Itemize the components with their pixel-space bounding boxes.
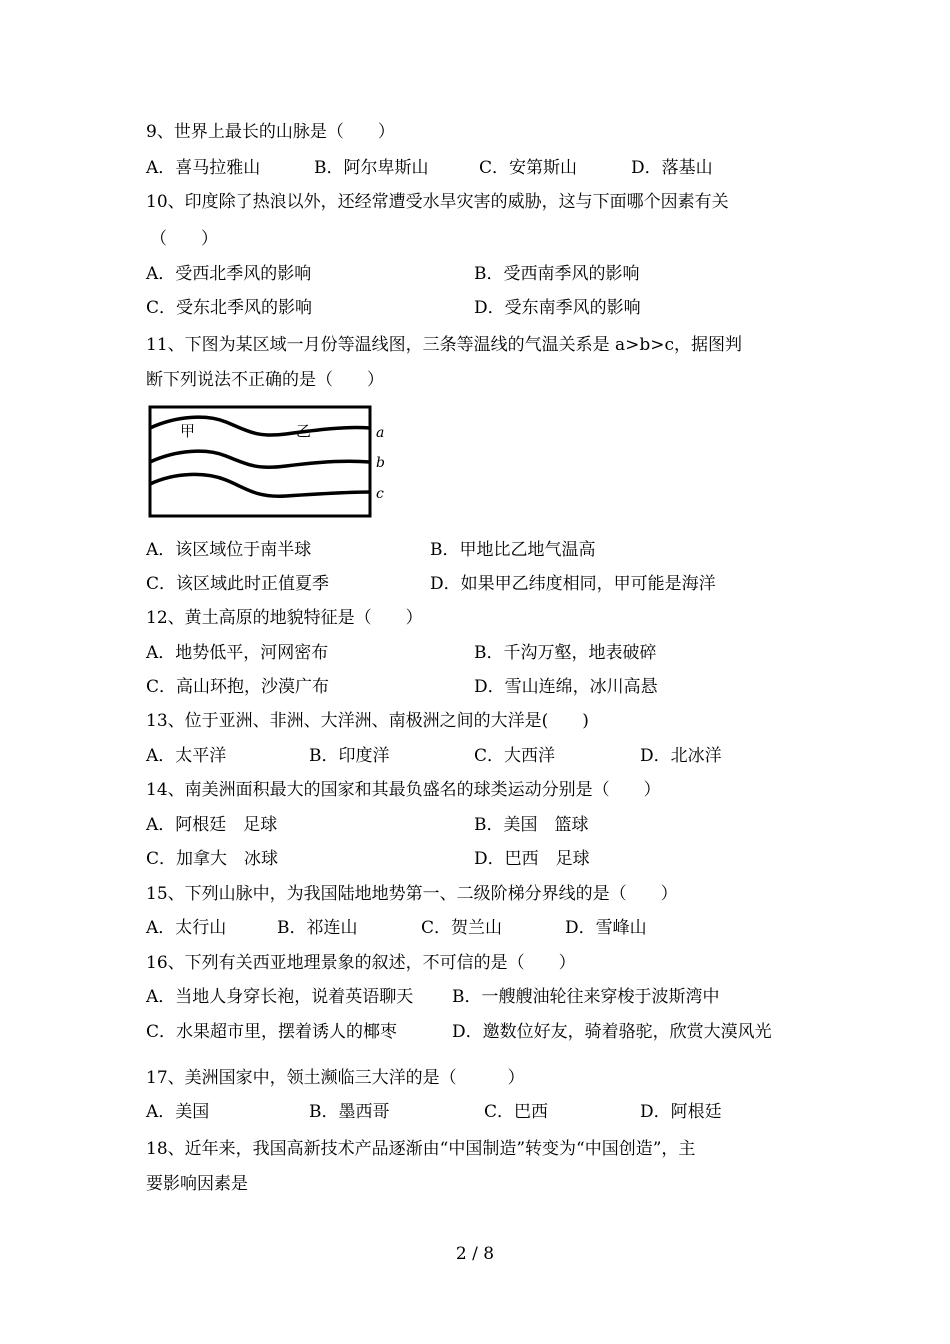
question-12-option-d: D．雪山连绵，冰川高悬 bbox=[474, 677, 658, 697]
page-number: 2 / 8 bbox=[455, 1244, 495, 1264]
question-15-option-a: A．太行山 bbox=[146, 918, 227, 938]
question-16-option-b: B．一艘艘油轮往来穿梭于波斯湾中 bbox=[452, 987, 720, 1007]
question-14-option-d: D．巴西 足球 bbox=[474, 849, 590, 869]
question-17-option-b: B．墨西哥 bbox=[309, 1102, 390, 1122]
question-10-stem-cont: （ ） bbox=[150, 229, 218, 249]
question-11-stem-cont: 断下列说法不正确的是（ ） bbox=[146, 370, 384, 390]
label-jia: 甲 bbox=[180, 422, 196, 440]
question-13-option-a: A．太平洋 bbox=[146, 746, 227, 766]
question-13-option-b: B．印度洋 bbox=[309, 746, 390, 766]
question-15-option-c: C．贺兰山 bbox=[421, 918, 503, 938]
question-10-stem: 10、印度除了热浪以外，还经常遭受水旱灾害的威胁，这与下面哪个因素有关 bbox=[146, 192, 729, 212]
question-12-option-a: A．地势低平，河网密布 bbox=[146, 643, 329, 663]
question-10-option-b: B．受西南季风的影响 bbox=[474, 264, 640, 284]
question-12-option-c: C．高山环抱，沙漠广布 bbox=[146, 677, 330, 697]
question-9-stem: 9、世界上最长的山脉是（ ） bbox=[146, 122, 395, 142]
question-9-option-d: D．落基山 bbox=[631, 158, 713, 178]
question-16-option-a: A．当地人身穿长袍，说着英语聊天 bbox=[146, 987, 414, 1007]
question-15-option-b: B．祁连山 bbox=[277, 918, 358, 938]
question-15-option-d: D．雪峰山 bbox=[565, 918, 647, 938]
question-17-option-d: D．阿根廷 bbox=[640, 1102, 722, 1122]
question-9-option-a: A．喜马拉雅山 bbox=[146, 158, 261, 178]
label-c: c bbox=[376, 486, 384, 502]
isotherm-map bbox=[146, 404, 392, 520]
question-16-stem: 16、下列有关西亚地理景象的叙述，不可信的是（ ） bbox=[146, 953, 576, 973]
question-14-option-b: B．美国 篮球 bbox=[474, 815, 589, 835]
isotherm-figure bbox=[146, 404, 392, 520]
label-b: b bbox=[376, 455, 385, 471]
isotherm-line-b bbox=[150, 451, 370, 467]
question-16-option-c: C．水果超市里，摆着诱人的椰枣 bbox=[146, 1022, 398, 1042]
question-12-stem: 12、黄土高原的地貌特征是（ ） bbox=[146, 608, 423, 628]
label-yi: 乙 bbox=[296, 422, 312, 440]
question-13-option-d: D．北冰洋 bbox=[640, 746, 722, 766]
question-17-option-c: C．巴西 bbox=[484, 1102, 549, 1122]
question-12-option-b: B．千沟万壑，地表破碎 bbox=[474, 643, 657, 663]
question-10-option-d: D．受东南季风的影响 bbox=[474, 298, 641, 318]
question-11-option-c: C．该区域此时正值夏季 bbox=[146, 574, 330, 594]
question-13-option-c: C．大西洋 bbox=[474, 746, 556, 766]
question-9-option-b: B．阿尔卑斯山 bbox=[314, 158, 429, 178]
question-11-option-b: B．甲地比乙地气温高 bbox=[430, 540, 596, 560]
question-18-stem-cont: 要影响因素是 bbox=[146, 1174, 248, 1194]
question-10-option-c: C．受东北季风的影响 bbox=[146, 298, 313, 318]
question-17-option-a: A．美国 bbox=[146, 1102, 210, 1122]
question-17-stem: 17、美洲国家中，领土濒临三大洋的是（ ） bbox=[146, 1068, 525, 1088]
question-18-stem: 18、近年来，我国高新技术产品逐渐由“中国制造”转变为“中国创造”，主 bbox=[146, 1139, 696, 1159]
question-10-option-a: A．受西北季风的影响 bbox=[146, 264, 312, 284]
question-11-option-d: D．如果甲乙纬度相同，甲可能是海洋 bbox=[430, 574, 716, 594]
question-13-stem: 13、位于亚洲、非洲、大洋洲、南极洲之间的大洋是( ) bbox=[146, 711, 589, 731]
label-a: a bbox=[376, 425, 385, 441]
question-16-option-d: D．邀数位好友，骑着骆驼，欣赏大漠风光 bbox=[452, 1022, 772, 1042]
question-9-option-c: C．安第斯山 bbox=[479, 158, 578, 178]
question-15-stem: 15、下列山脉中，为我国陆地地势第一、二级阶梯分界线的是（ ） bbox=[146, 884, 678, 904]
question-11-option-a: A．该区域位于南半球 bbox=[146, 540, 312, 560]
question-11-stem: 11、下图为某区域一月份等温线图，三条等温线的气温关系是 a>b>c，据图判 bbox=[146, 335, 743, 355]
isotherm-line-c bbox=[150, 474, 370, 496]
question-14-stem: 14、南美洲面积最大的国家和其最负盛名的球类运动分别是（ ） bbox=[146, 780, 661, 800]
question-14-option-a: A．阿根廷 足球 bbox=[146, 815, 278, 835]
question-14-option-c: C．加拿大 冰球 bbox=[146, 849, 279, 869]
